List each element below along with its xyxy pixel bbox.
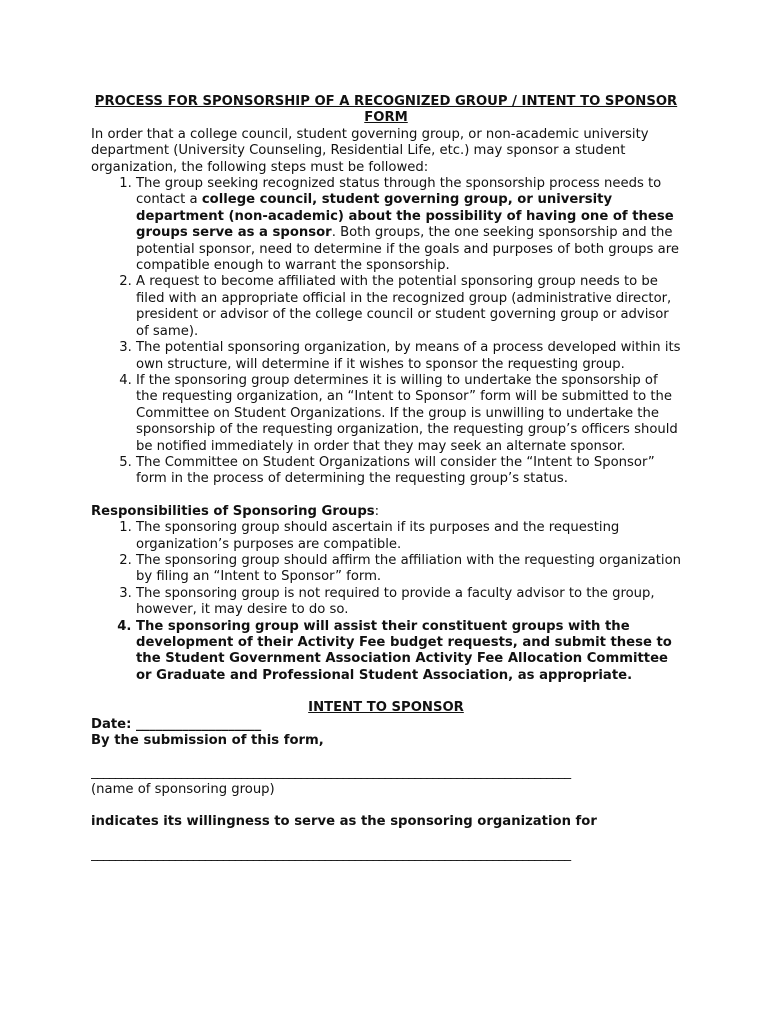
list-item: 2. A request to become affiliated with the potential sponsoring group needs to be filed with an appropriate official in the recognized group (administrative director, president or advisor of the college council or student governing group or advisor of same). [136, 274, 681, 340]
list-item [136, 176, 681, 274]
responsibilities-heading-line [91, 504, 681, 520]
document-page [91, 94, 681, 863]
spacer [91, 488, 681, 504]
step-1-text: The group seeking recognized status through the sponsorship process needs to contact a [136, 176, 662, 208]
sponsored-organization-field[interactable]: ________________________________________________________________________________ [91, 846, 571, 862]
sponsoring-group-name-field[interactable]: ________________________________________________________________________________ [91, 765, 571, 781]
willingness-statement: indicates its willingness to serve as the sponsoring organization for [91, 814, 597, 830]
responsibilities-list [91, 520, 681, 684]
list-item: 3. The potential sponsoring organization, by means of a process developed within its own structure, will determine if it wishes to sponsor the requesting group. [136, 340, 681, 373]
list-item: 2. The sponsoring group should affirm the affiliation with the requesting organization by filing an “Intent to Sponsor” form. [136, 553, 681, 586]
intent-to-sponsor-heading: INTENT TO SPONSOR [308, 700, 464, 716]
spacer [91, 831, 681, 847]
step-1-text-end: . Both groups, the one seeking sponsorship and the potential sponsor, need to determine if the goals and purposes of both groups are compatible enough to warrant the sponsorship. [136, 225, 679, 274]
spacer [91, 749, 681, 765]
date-field[interactable]: Date: ___________________ [91, 716, 262, 732]
list-item: 3. The sponsoring group is not required to provide a faculty advisor to the group, however, it may desire to do so. [136, 586, 681, 619]
spacer [91, 798, 681, 814]
list-item: 4. If the sponsoring group determines it is willing to undertake the sponsorship of the requesting organization, an “Intent to Sponsor” form will be submitted to the Committee on Student Organizations. If the group is unwilling to undertake the sponsorship of the requesting organization, the requesting group’s officers should be notified immediately in order that they may seek an alternate sponsor. [136, 373, 681, 455]
document-title: PROCESS FOR SPONSORSHIP OF A RECOGNIZED GROUP / INTENT TO SPONSOR FORM [94, 94, 678, 126]
name-caption: (name of sponsoring group) [91, 781, 275, 797]
submission-statement: By the submission of this form, [91, 733, 324, 749]
list-item: 4. The sponsoring group will assist their constituent groups with the development of their Activity Fee budget requests, and submit these to the Student Government Association Activity Fee Allocation Committee or Graduate and Professional Student Association, as appropriate. [136, 619, 681, 685]
list-item: 5. The Committee on Student Organizations will consider the “Intent to Sponsor” form in the process of determining the requesting group’s status. [136, 455, 681, 488]
responsibilities-heading: Responsibilities of Sponsoring Groups [91, 503, 375, 519]
heading-colon: : [374, 503, 380, 519]
intro-paragraph: In order that a college council, student governing group, or non-academic university department (University Counseling, Residential Life, etc.) may sponsor a student organization, the following steps must be followed: [91, 126, 649, 175]
sponsorship-steps-list [91, 176, 681, 488]
list-item: 1. The sponsoring group should ascertain if its purposes and the requesting organization’s purposes are compatible. [136, 520, 681, 553]
step-1-bold-text: college council, student governing group, or university department (non-academic) about the possibility of having one of these groups serve as a sponsor [136, 192, 674, 241]
